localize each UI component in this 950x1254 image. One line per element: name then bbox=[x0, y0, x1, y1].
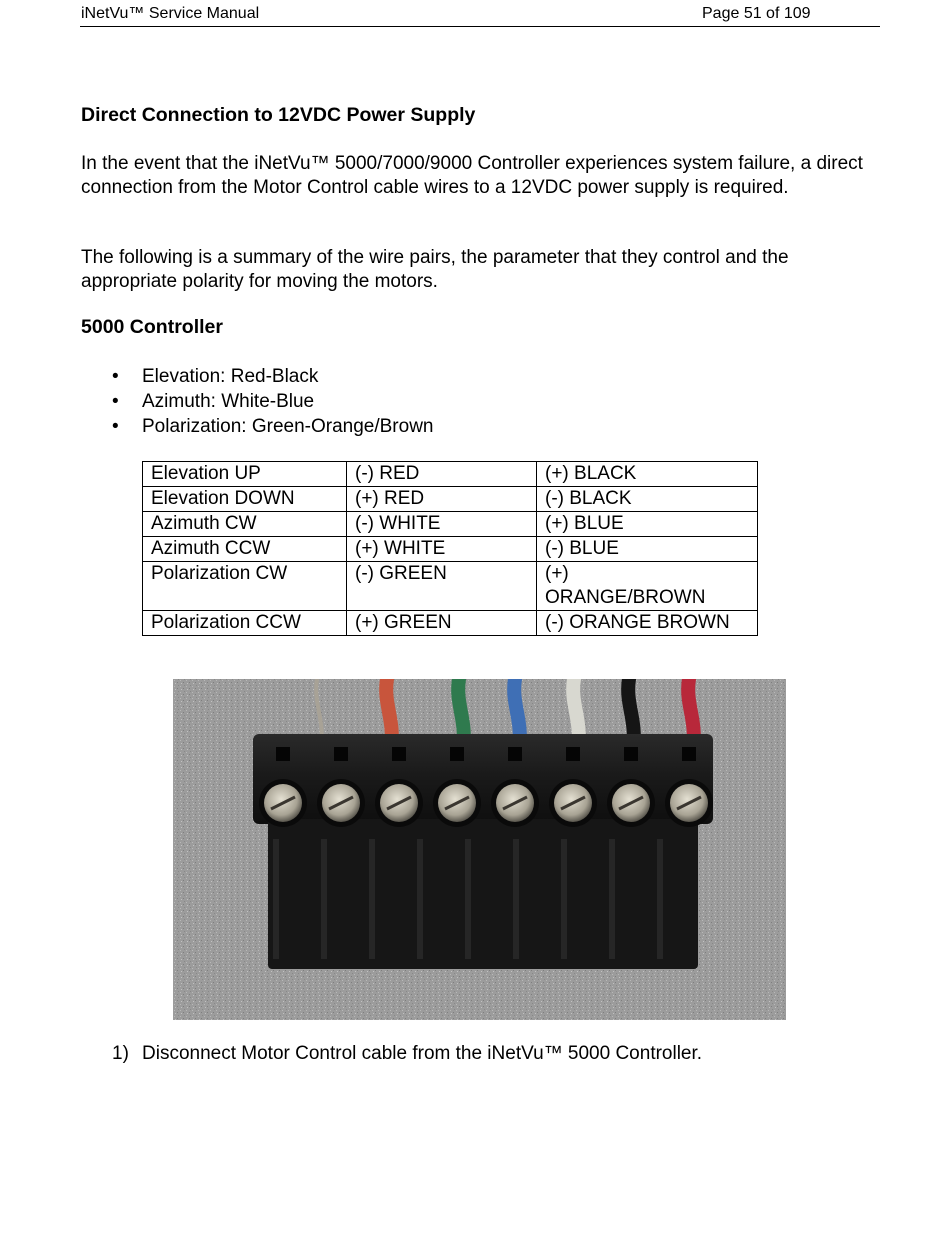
table-row bbox=[143, 487, 758, 512]
block-ridge bbox=[657, 839, 663, 959]
table-cell: Elevation UP bbox=[143, 462, 347, 487]
table-cell: (+) BLUE bbox=[537, 512, 758, 537]
table-row bbox=[143, 462, 758, 487]
list-item: • Elevation: Red-Black bbox=[112, 366, 319, 387]
list-item: • Polarization: Green-Orange/Brown bbox=[112, 416, 434, 437]
terminal-block-image bbox=[173, 679, 786, 1020]
block-ridge bbox=[417, 839, 423, 959]
block-ridge bbox=[465, 839, 471, 959]
polarity-table bbox=[142, 461, 758, 636]
table-cell: Polarization CW bbox=[143, 562, 347, 611]
table-row bbox=[143, 562, 758, 611]
block-ridge bbox=[369, 839, 375, 959]
page-header bbox=[80, 4, 880, 27]
table-cell: Azimuth CW bbox=[143, 512, 347, 537]
bullet-icon: • bbox=[112, 416, 119, 437]
table-cell: (-) ORANGE BROWN bbox=[537, 611, 758, 636]
table-cell: (+) RED bbox=[347, 487, 537, 512]
step-text: Disconnect Motor Control cable from the iNetVu™ 5000 Controller. bbox=[142, 1043, 703, 1064]
table-cell: (+) GREEN bbox=[347, 611, 537, 636]
table-row bbox=[143, 512, 758, 537]
connector-photo bbox=[173, 679, 786, 1020]
terminal-slot bbox=[566, 747, 580, 761]
terminal-slot bbox=[334, 747, 348, 761]
terminal-slot bbox=[508, 747, 522, 761]
page-number: Page 51 of 109 bbox=[702, 5, 811, 22]
block-ridge bbox=[513, 839, 519, 959]
table-row bbox=[143, 611, 758, 636]
controller-heading: 5000 Controller bbox=[81, 316, 223, 338]
terminal-slot bbox=[392, 747, 406, 761]
terminal-slot bbox=[276, 747, 290, 761]
table-cell: (-) WHITE bbox=[347, 512, 537, 537]
table-cell: (-) RED bbox=[347, 462, 537, 487]
bullet-icon: • bbox=[112, 391, 119, 412]
terminal-slot bbox=[682, 747, 696, 761]
block-ridge bbox=[273, 839, 279, 959]
table-cell: (-) GREEN bbox=[347, 562, 537, 611]
table-cell: (-) BLACK bbox=[537, 487, 758, 512]
step-number: 1) bbox=[112, 1043, 129, 1064]
wire-pair-list bbox=[112, 364, 433, 439]
table-row bbox=[143, 537, 758, 562]
block-ridge bbox=[561, 839, 567, 959]
summary-paragraph: The following is a summary of the wire pairs, the parameter that they control and the appropriate polarity for moving the motors. bbox=[81, 247, 789, 292]
block-ridge bbox=[609, 839, 615, 959]
section-heading: Direct Connection to 12VDC Power Supply bbox=[81, 104, 476, 126]
table-cell: (+) BLACK bbox=[537, 462, 758, 487]
list-item: • Azimuth: White-Blue bbox=[112, 391, 315, 412]
terminal-slot bbox=[624, 747, 638, 761]
terminal-slot bbox=[450, 747, 464, 761]
terminal-block-body bbox=[268, 819, 698, 969]
table-cell: Azimuth CCW bbox=[143, 537, 347, 562]
bullet-icon: • bbox=[112, 366, 119, 387]
manual-title: iNetVu™ Service Manual bbox=[81, 5, 260, 22]
table-cell: (+) WHITE bbox=[347, 537, 537, 562]
table-cell: Polarization CCW bbox=[143, 611, 347, 636]
intro-paragraph: In the event that the iNetVu™ 5000/7000/9000 Controller experiences system failure, a direct connection from the Motor Control cable wires to a 12VDC power supply is required. bbox=[81, 153, 863, 198]
table-cell: Elevation DOWN bbox=[143, 487, 347, 512]
block-ridge bbox=[321, 839, 327, 959]
table-cell: (-) BLUE bbox=[537, 537, 758, 562]
table-cell: (+) ORANGE/BROWN bbox=[537, 562, 758, 611]
